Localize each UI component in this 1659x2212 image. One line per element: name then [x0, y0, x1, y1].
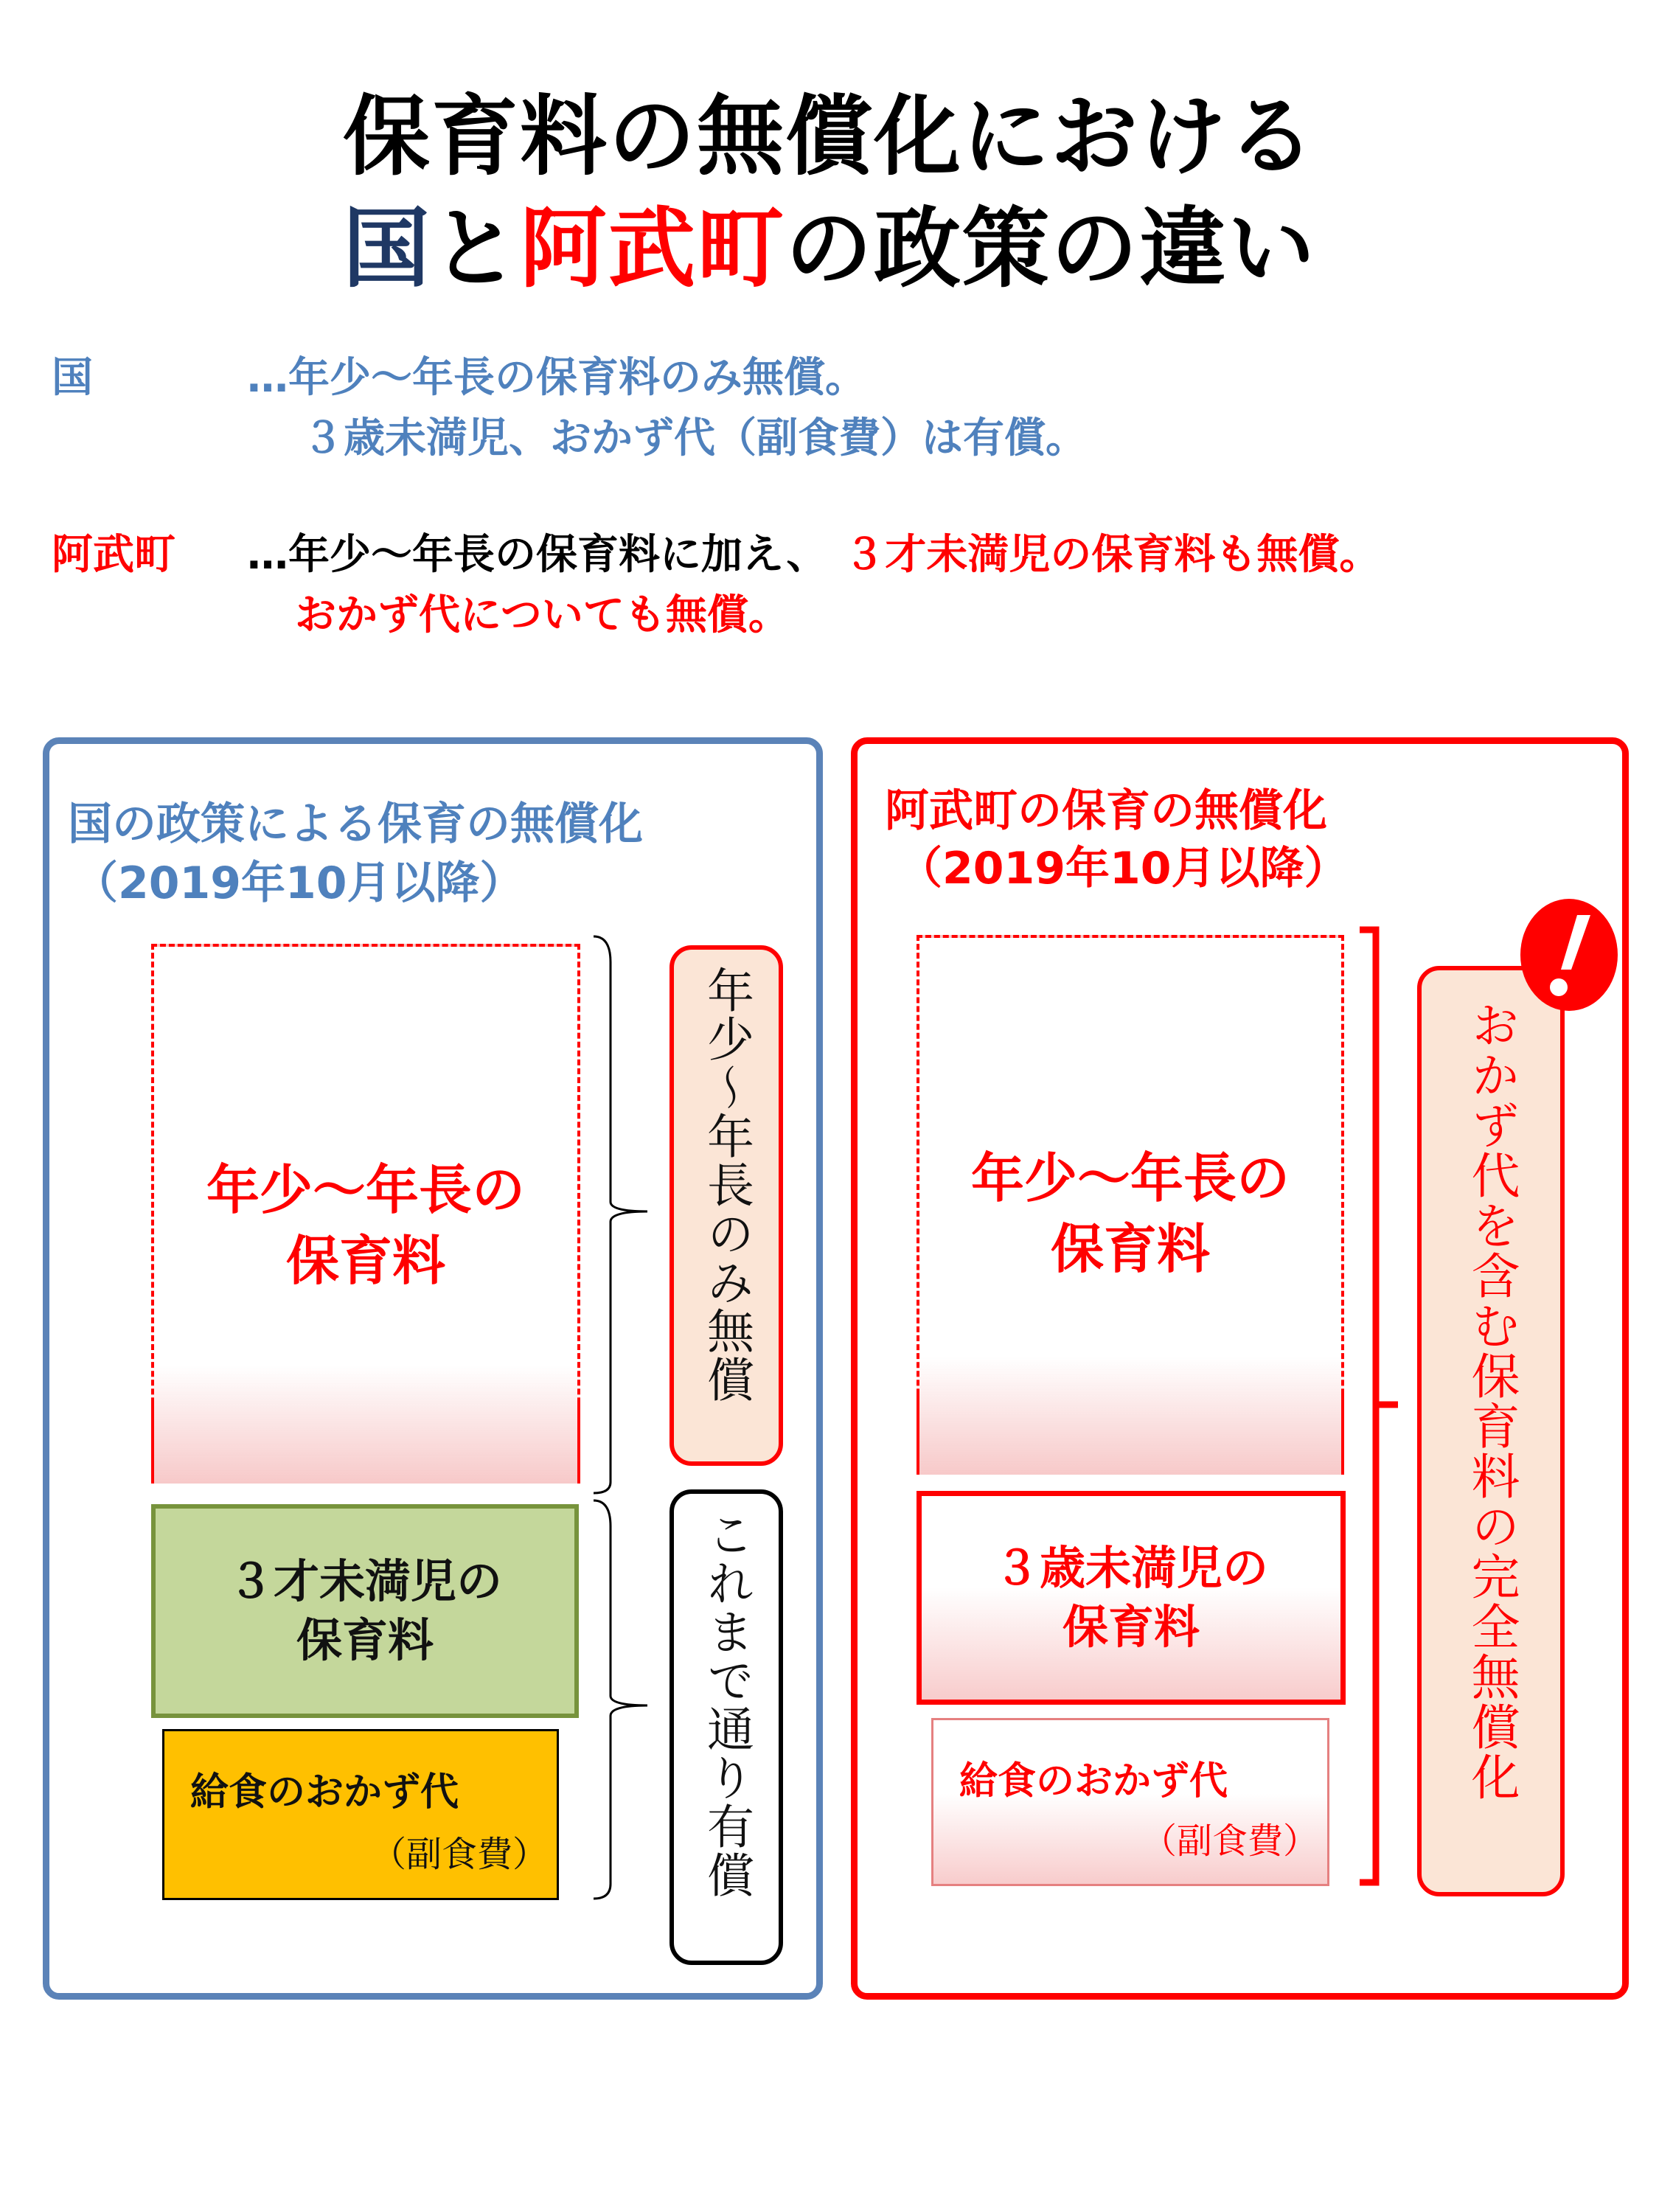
national-under3-line2: 保育料 — [296, 1613, 434, 1667]
national-paid-brace — [594, 1500, 647, 1899]
national-meal-line2: （副食費） — [370, 1834, 548, 1875]
summary-national-line2: ３歳未満児、おかず代（副食費）は有償。 — [302, 414, 1087, 462]
abu-under3-line2: 保育料 — [1062, 1600, 1200, 1654]
abu-under3-box — [917, 1491, 1346, 1705]
national-free-brace — [594, 936, 647, 1493]
national-meal-line1: 給食のおかず代 — [190, 1770, 459, 1815]
national-main-fee-line1: 年少～年長の — [206, 1159, 525, 1221]
summary-national-label: 国 — [52, 354, 93, 402]
national-under3-box — [151, 1504, 579, 1718]
national-free-label: 年少～年長のみ無償 — [699, 966, 754, 1404]
national-under3-line1: ３才未満児の — [227, 1554, 502, 1608]
abu-panel-title: 阿武町の保育の無償化 — [885, 785, 1327, 837]
abu-main-fee-line2: 保育料 — [1050, 1218, 1210, 1280]
national-main-fee-label — [154, 1155, 577, 1296]
national-main-fee-box — [151, 944, 580, 1484]
abu-main-fee-label — [919, 1143, 1341, 1284]
summary-abu-line2: おかず代についても無償。 — [295, 591, 790, 639]
abu-full-free-label-box — [1417, 966, 1565, 1896]
national-panel-title: 国の政策による保育の無償化 — [68, 799, 643, 850]
national-paid-label: これまで通り有償 — [699, 1510, 754, 1899]
abu-full-brace — [1355, 925, 1414, 1891]
page-title-line1: 保育料の無償化における — [342, 86, 1316, 187]
abu-under3-line1: ３歳未満児の — [993, 1541, 1268, 1595]
abu-main-fee-box — [917, 935, 1344, 1475]
abu-meal-line1: 給食のおかず代 — [959, 1759, 1228, 1804]
summary-abu-line1-red: ３才未満児の保育料も無償。 — [844, 531, 1381, 579]
abu-brace-path — [1360, 930, 1398, 1882]
national-panel-period: （2019年10月以降） — [74, 858, 524, 909]
title-national-word: 国 — [342, 198, 431, 299]
summary-abu-line1 — [247, 529, 1380, 581]
abu-full-free-label: おかず代を含む保育料の完全無償化 — [1463, 1000, 1520, 1802]
abu-panel-period: （2019年10月以降） — [898, 843, 1349, 894]
title-abu-word: 阿武町 — [520, 198, 786, 299]
national-meal-box — [162, 1729, 559, 1900]
national-paid-label-box — [669, 1489, 783, 1965]
summary-abu-line1-black: …年少～年長の保育料に加え、 — [247, 531, 828, 579]
summary-abu-label: 阿武町 — [52, 531, 175, 579]
abu-meal-line2: （副食費） — [1141, 1820, 1318, 1862]
national-free-label-box — [669, 945, 783, 1466]
national-main-fee-line2: 保育料 — [285, 1230, 445, 1292]
abu-main-fee-line1: 年少～年長の — [970, 1147, 1290, 1209]
summary-national-line1: …年少～年長の保育料のみ無償。 — [247, 354, 866, 402]
exclamation-icon — [1517, 896, 1621, 1014]
title-suffix: の政策の違い — [785, 198, 1317, 299]
abu-meal-box — [931, 1718, 1329, 1886]
title-connector: と — [431, 198, 520, 299]
national-brace-group — [590, 933, 656, 1906]
page-title-line2 — [0, 198, 1659, 299]
